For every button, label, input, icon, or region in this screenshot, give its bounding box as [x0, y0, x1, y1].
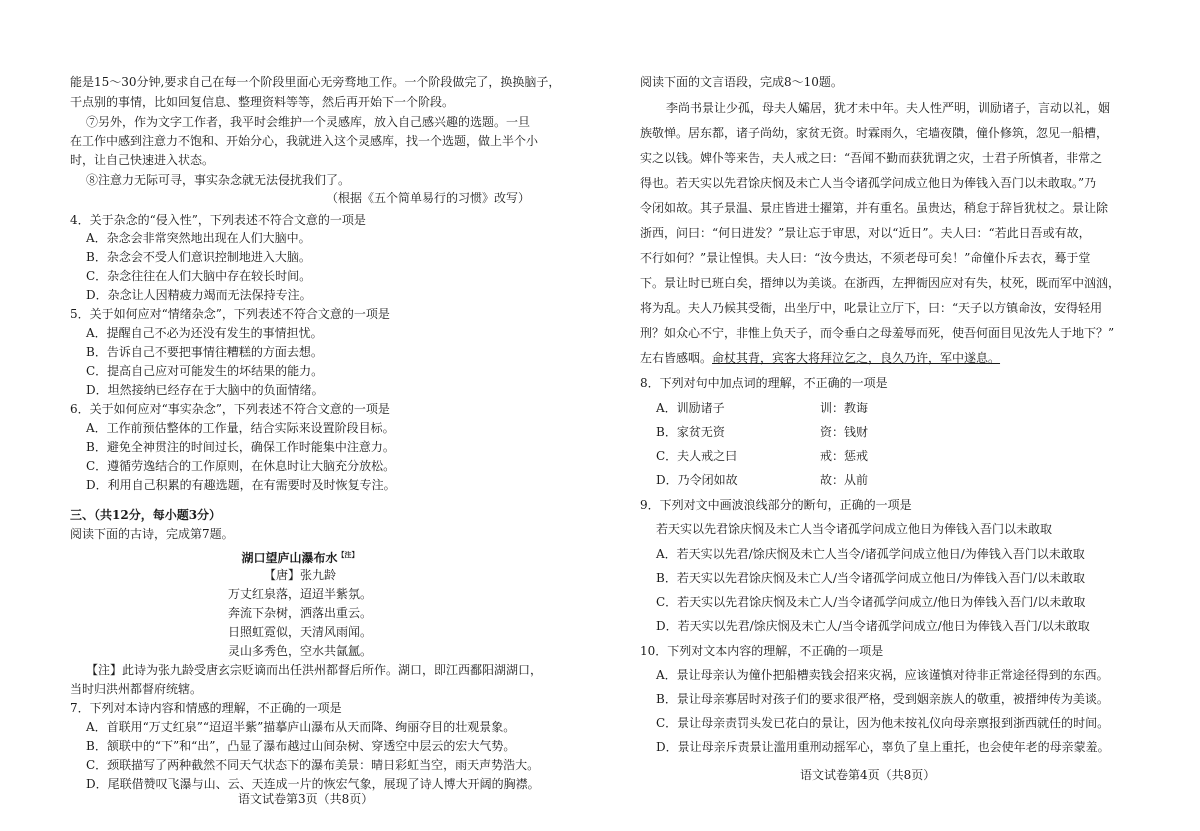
q7-option-b: B．颔联中的“下”和“出”，凸显了瀑布越过山间杂树、穿透空中层云的宏大气势。	[86, 739, 516, 753]
passage-line: 李尚书景让少孤，母夫人孀居，犹才未中年。夫人性严明，训励诸子，言动以礼，姻	[666, 101, 1111, 115]
q5-option-b: B．告诉自己不要把事情往糟糕的方面去想。	[86, 345, 323, 359]
q8-option-a: A．训励诸子 训：教诲	[656, 401, 869, 415]
poem-line: 万丈红泉落，迢迢半紫氛。	[227, 587, 372, 601]
left-page	[70, 0, 561, 831]
question-8-stem: 8．下列对句中加点词的理解，不正确的一项是	[640, 376, 888, 390]
q9-sentence: 若天实以先君馀庆悯及未亡人当令诸孤学问成立他日为俸钱入吾门以未敢取	[656, 522, 1053, 536]
q10-option-c: C．景让母亲责罚头发已花白的景让，因为他未按礼仪向母亲禀报到浙西就任的时间。	[656, 716, 1110, 730]
q9-option-b: B．若天实以先君馀庆悯及未亡人/当令诸孤学问成立他日/为俸钱入吾门/以未敢取	[656, 571, 1085, 585]
poem-line: 日照虹霓似，天清风雨闻。	[227, 625, 372, 639]
section-3-heading: 三、（共12分，每小题3分）	[70, 508, 222, 522]
q10-option-d: D．景让母亲斥责景让滥用重刑动摇军心，辜负了皇上重托，也会使年老的母亲蒙羞。	[656, 740, 1110, 754]
q5-option-c: C．提高自己应对可能发生的坏结果的能力。	[86, 364, 324, 378]
page-footer-left: 语文试卷第3页（共8页）	[238, 792, 374, 806]
q6-option-b: B．避免全神贯注的时间过长，确保工作时能集中注意力。	[86, 440, 395, 454]
question-6-stem: 6．关于如何应对“事实杂念”，下列表述不符合文意的一项是	[70, 402, 390, 416]
passage-source: （根据《五个简单易行的习惯》改写）	[325, 191, 530, 205]
q5-option-d: D．坦然接纳已经存在于大脑中的负面情绪。	[86, 383, 324, 397]
passage-line: 不行如何？”景让惶惧。夫人曰：“汝今贵达，不须老母可矣！”命僮仆斥去衣，蓦于堂	[640, 251, 1091, 265]
passage-line: 下。景让时已班白矣，搢绅以为美谈。在浙西，左押衙因应对有失，杖死，既而军中汹汹，	[640, 276, 1121, 290]
passage-line: 刑？如众心不宁，非惟上负天子，而令垂白之母羞辱而死，使吾何面目见汝先人于地下？”	[640, 326, 1115, 340]
poem-title: 湖口望庐山瀑布水$^{【注】}$	[241, 550, 359, 565]
q6-option-d: D．利用自己积累的有趣选题，在有需要时及时恢复专注。	[86, 478, 396, 492]
q8-option-b: B．家贫无资 资：钱财	[656, 425, 869, 439]
q4-option-d: D．杂念让人因精疲力竭而无法保持专注。	[86, 288, 312, 302]
passage-line: 左右皆感咽。命杖其背，宾客大将拜泣乞之，良久乃许，军中遂息。	[640, 351, 1001, 365]
q4-option-c: C．杂念往往在人们大脑中存在较长时间。	[86, 269, 312, 283]
q7-option-c: C．颈联描写了两种截然不同天气状态下的瀑布美景：晴日彩虹当空，雨天声势浩大。	[86, 758, 540, 772]
poem-note: 当时归洪州都督府统辖。	[70, 682, 203, 696]
q10-option-b: B．景让母亲寡居时对孩子们的要求很严格，受到姻亲族人的敬重，被搢绅传为美谈。	[656, 692, 1109, 706]
passage-line: 得也。若天实以先君馀庆悯及未亡人当令诸孤学问成立他日为俸钱入吾门以未敢取。”乃	[640, 176, 1097, 190]
section-3-instruction: 阅读下面的古诗，完成第7题。	[70, 527, 234, 541]
question-10-stem: 10．下列对文本内容的理解，不正确的一项是	[640, 644, 884, 658]
passage-line: 实之以钱。婢仆等来告，夫人戒之曰：“吾闻不勤而获犹谓之灾，士君子所慎者，非常之	[640, 151, 1103, 165]
poem-note: 【注】此诗为张九龄受唐玄宗贬谪而出任洪州都督后所作。湖口，即江西鄱阳湖湖口，	[86, 663, 543, 677]
question-9-stem: 9．下列对文中画波浪线部分的断句，正确的一项是	[640, 498, 912, 512]
passage-line: ⑧注意力无际可寻，事实杂念就无法侵扰我们了。	[86, 173, 351, 187]
question-4-stem: 4．关于杂念的“侵入性”，下列表述不符合文意的一项是	[70, 213, 366, 227]
q4-option-a: A．杂念会非常突然地出现在人们大脑中。	[86, 231, 311, 245]
passage-line: 令闭如故。其子景温、景庄皆进士擢第，并有重名。虽贵达，稍怠于辞旨犹杖之。景让除	[640, 201, 1109, 215]
q9-option-d: D．若天实以先君/馀庆悯及未亡人/当令诸孤学问成立/他日为俸钱入吾门/以未敢取	[656, 619, 1090, 633]
passage-line: 将为乱。夫人乃候其受衙，出坐厅中，叱景让立厅下，曰：“天子以方镇命汝，安得轻用	[640, 301, 1103, 315]
passage-line: 能是15～30分钟,要求自己在每一个阶段里面心无旁骛地工作。一个阶段做完了，换换脑子，	[70, 75, 561, 89]
section-instruction: 阅读下面的文言语段，完成8～10题。	[640, 75, 843, 89]
q7-option-a: A．首联用“万丈红泉”“迢迢半紫”描摹庐山瀑布从天而降、绚丽夺目的壮观景象。	[86, 720, 516, 734]
passage-line: 时，让自己快速进入状态。	[70, 153, 215, 167]
q10-option-a: A．景让母亲认为僮仆把船槽卖钱会招来灾祸，应该谨慎对待非正常途径得到的东西。	[656, 668, 1109, 682]
passage-line: 浙西，问曰：“何日进发？”景让忘于审思，对以“近日”。夫人曰：“若此日吾或有故，	[640, 226, 1091, 240]
passage-line: 族敬惮。居东都，诸子尚幼，家贫无资。时霖雨久，宅墙夜隤，僮仆修筑，忽见一船槽，	[640, 126, 1109, 140]
q8-option-c: C．夫人戒之曰 戒：惩戒	[656, 449, 869, 463]
q6-option-a: A．工作前预估整体的工作量，结合实际来设置阶段目标。	[86, 421, 395, 435]
q7-option-d: D．尾联借赞叹飞瀑与山、云、天连成一片的恢宏气象，展现了诗人博大开阔的胸襟。	[86, 777, 540, 791]
right-page	[640, 0, 1121, 831]
question-7-stem: 7．下列对本诗内容和情感的理解，不正确的一项是	[70, 701, 342, 715]
poem-line: 奔流下杂树，洒落出重云。	[227, 606, 372, 620]
poem-line: 灵山多秀色，空水共氤氲。	[227, 644, 372, 658]
passage-line: 干点别的事情，比如回复信息、整理资料等等，然后再开始下一个阶段。	[70, 95, 455, 109]
passage-line: 在工作中感到注意力不饱和、开始分心，我就进入这个灵感库，找一个选题，做上半个小	[70, 134, 539, 148]
q4-option-b: B．杂念会不受人们意识控制地进入大脑。	[86, 250, 311, 264]
passage-line: ⑦另外，作为文字工作者，我平时会维护一个灵感库，放入自己感兴趣的选题。一旦	[86, 115, 531, 129]
poem-author: 【唐】张九龄	[263, 568, 336, 582]
q8-option-d: D．乃令闭如故 故：从前	[656, 473, 869, 487]
q9-option-a: A．若天实以先君/馀庆悯及未亡人当令/诸孤学问成立他日/为俸钱入吾门以未敢取	[656, 547, 1085, 561]
q5-option-a: A．提醒自己不必为还没有发生的事情担忧。	[86, 326, 323, 340]
page-footer-right: 语文试卷第4页（共8页）	[800, 768, 936, 782]
q9-option-c: C．若天实以先君馀庆悯及未亡人/当令诸孤学问成立/他日为俸钱入吾门/以未敢取	[656, 595, 1086, 609]
q6-option-c: C．遵循劳逸结合的工作原则，在休息时让大脑充分放松。	[86, 459, 396, 473]
question-5-stem: 5．关于如何应对“情绪杂念”，下列表述不符合文意的一项是	[70, 307, 390, 321]
